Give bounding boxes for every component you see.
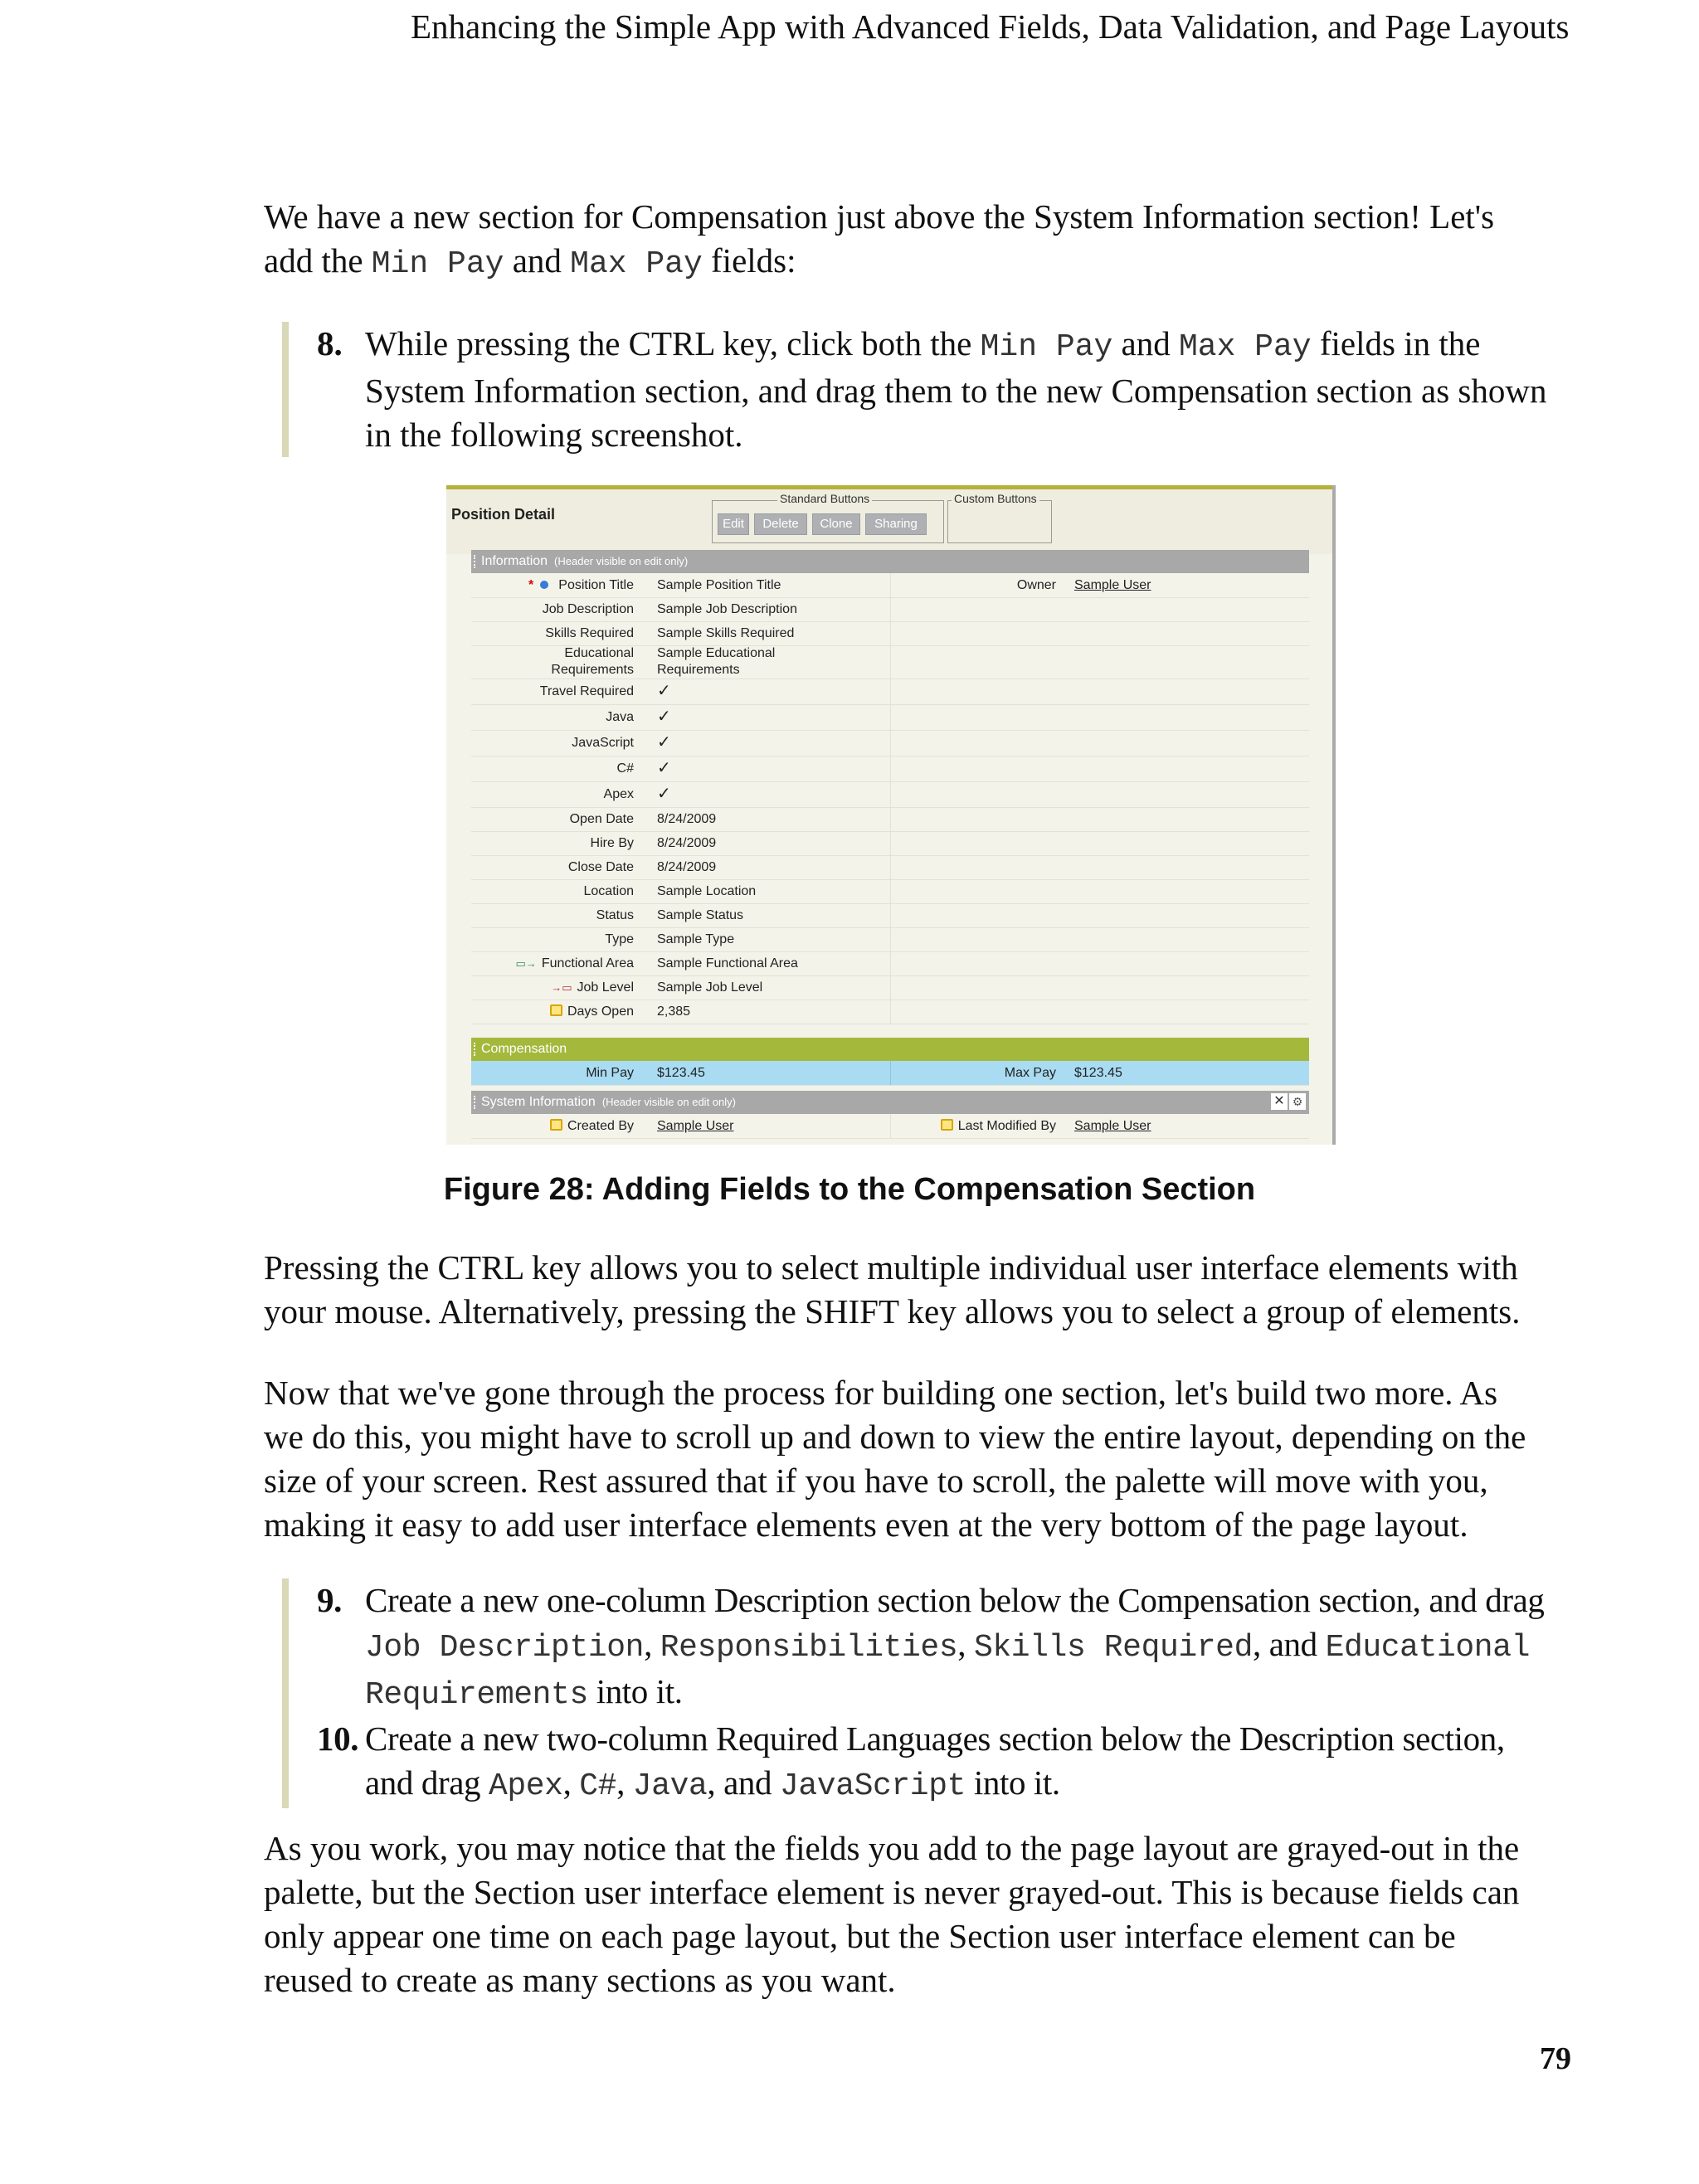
field-row[interactable]	[471, 879, 1309, 904]
field-row[interactable]	[471, 573, 1309, 598]
grayed-out-paragraph: As you work, you may notice that the fields you add to the page layout are grayed-out in the palette, but the Section user interface element is never grayed-out. This is because fields can only appear one time on each page layout, but the Section user interface element can be reused to create as many sections as you want.	[264, 1829, 1520, 1999]
build-sections-paragraph: Now that we've gone through the process for building one section, let's build two more. As we do this, you might have to scroll up and down to view the entire layout, depending on the size of your screen. Rest assured that if you have to scroll, the palette will move with you, making it easy to add user interface elements even at the very bottom of the page layout.	[264, 1374, 1526, 1544]
field-row[interactable]	[471, 679, 1309, 705]
field-value: Sample Location	[657, 884, 757, 898]
field-value: Sample Job Description	[657, 602, 797, 616]
field-label: ▭→ Functional Area	[515, 956, 634, 970]
field-label: Open Date	[569, 812, 634, 826]
lock-icon	[550, 1004, 562, 1016]
field-row[interactable]	[471, 927, 1309, 952]
field-row[interactable]	[471, 831, 1309, 856]
step-9: 9. Create a new one-column Description section below the Compensation section, and drag Job Description, Responsibilities, Skills Required, and Educational Requirements into it.	[289, 1578, 1550, 1717]
field-label: Close Date	[567, 860, 634, 874]
field-value: 8/24/2009	[657, 836, 717, 850]
lookup-relationship-icon: ▭→	[515, 957, 537, 970]
required-star-icon: *	[528, 578, 534, 592]
field-row[interactable]	[471, 807, 1309, 832]
step-10: 10. Create a new two-column Required Languages section below the Description section, and drag Apex, C#, Java, and JavaScript into it.	[289, 1717, 1550, 1808]
field-label: Educational Requirements	[551, 646, 634, 677]
step-number: 10.	[317, 1719, 359, 1758]
field-label: Apex	[603, 787, 634, 801]
ctrl-shift-paragraph: Pressing the CTRL key allows you to select multiple individual user interface elements with your mouse. Alternatively, pressing the SHIFT key allows you to select a group of elements.	[264, 1248, 1521, 1330]
field-value: Sample Skills Required	[657, 626, 795, 640]
created-by-value[interactable]: Sample User	[657, 1119, 734, 1133]
field-value: Sample Type	[657, 932, 735, 946]
field-row[interactable]	[471, 730, 1309, 756]
field-value: 2,385	[657, 1004, 691, 1019]
edit-button[interactable]: Edit	[718, 513, 749, 535]
compensation-section-header[interactable]: Compensation	[471, 1038, 1309, 1061]
field-value: Sample Job Level	[657, 980, 763, 995]
field-label: C#	[616, 761, 634, 776]
field-label: Skills Required	[545, 626, 634, 640]
field-label: Hire By	[590, 836, 634, 850]
max-pay-label: Max Pay	[1004, 1066, 1056, 1080]
lock-icon	[941, 1119, 953, 1131]
field-row[interactable]	[471, 756, 1309, 782]
checkmark-icon: ✓	[657, 759, 671, 777]
field-row[interactable]	[471, 1000, 1309, 1024]
lock-icon	[550, 1119, 562, 1131]
field-row[interactable]	[471, 855, 1309, 880]
system-info-row	[471, 1114, 1309, 1139]
step-number: 8.	[317, 324, 343, 362]
running-header: Enhancing the Simple App with Advanced Fields, Data Validation, and Page Layouts	[411, 7, 1570, 46]
min-pay-label: Min Pay	[586, 1066, 634, 1080]
field-row[interactable]	[471, 597, 1309, 622]
field-row[interactable]	[471, 781, 1309, 808]
checkmark-icon: ✓	[657, 682, 671, 700]
checkmark-icon: ✓	[657, 708, 671, 726]
field-value: 8/24/2009	[657, 860, 717, 874]
checkmark-icon: ✓	[657, 733, 671, 752]
field-row[interactable]	[471, 903, 1309, 928]
checkmark-icon: ✓	[657, 785, 671, 803]
last-modified-value[interactable]: Sample User	[1074, 1119, 1151, 1133]
clone-button[interactable]: Clone	[812, 513, 860, 535]
close-icon[interactable]: ✕	[1271, 1093, 1288, 1110]
field-row[interactable]	[471, 621, 1309, 646]
position-detail-title: Position Detail	[451, 506, 556, 523]
position-detail-screenshot	[446, 485, 1336, 1145]
standard-buttons-group: Standard Buttons Edit Delete Clone Sharing	[712, 500, 944, 543]
delete-button[interactable]: Delete	[754, 513, 807, 535]
field-value: Sample Status	[657, 908, 744, 922]
intro-paragraph: We have a new section for Compensation just above the System Information section! Let's add the Min Pay and Max Pay fields:	[264, 197, 1495, 282]
field-row[interactable]	[471, 975, 1309, 1000]
compensation-row[interactable]	[471, 1061, 1309, 1086]
page-number: 79	[1540, 2041, 1571, 2076]
lookup-relationship-icon: →▭	[551, 981, 572, 994]
field-label: →▭ Job Level	[551, 980, 634, 995]
field-label: JavaScript	[572, 736, 634, 750]
blue-dot-icon	[540, 581, 548, 589]
step-8: 8. While pressing the CTRL key, click both the Min Pay and Max Pay fields in the System Information section, and drag them to the new Compensation section as shown in the following screenshot.	[289, 322, 1550, 457]
field-label: Type	[605, 932, 634, 946]
field-label: * Position Title	[528, 578, 634, 592]
step-block-8	[282, 322, 1550, 457]
created-by-label: Created By	[550, 1114, 634, 1138]
max-pay-value: $123.45	[1074, 1066, 1122, 1080]
sharing-button[interactable]: Sharing	[865, 513, 927, 535]
owner-value[interactable]: Sample User	[1074, 578, 1151, 592]
owner-label: Owner	[1016, 578, 1056, 592]
field-value: Sample Position Title	[657, 578, 781, 592]
step-block-9-10	[282, 1578, 1550, 1808]
last-modified-label: Last Modified By	[941, 1114, 1056, 1138]
field-label: Location	[583, 884, 634, 898]
field-label: Job Description	[542, 602, 634, 616]
field-value: Sample Functional Area	[657, 956, 798, 970]
field-value: 8/24/2009	[657, 812, 717, 826]
field-label: Days Open	[550, 1000, 634, 1024]
figure-caption: Figure 28: Adding Fields to the Compensation Section	[443, 1172, 1256, 1207]
information-section-header[interactable]: Information (Header visible on edit only)	[471, 550, 1309, 573]
field-label: Status	[596, 908, 634, 922]
custom-buttons-group: Custom Buttons	[947, 500, 1052, 543]
field-value: Sample Educational Requirements	[657, 646, 776, 677]
min-pay-value: $123.45	[657, 1066, 705, 1080]
field-row[interactable]	[471, 645, 1309, 679]
field-label: Java	[606, 710, 634, 724]
field-row[interactable]	[471, 951, 1309, 976]
field-label: Travel Required	[539, 684, 634, 698]
step-number: 9.	[317, 1581, 342, 1619]
field-row[interactable]	[471, 704, 1309, 731]
wrench-icon[interactable]: ⚙	[1289, 1093, 1306, 1110]
system-information-section-header[interactable]: System Information (Header visible on edit only) ✕ ⚙	[471, 1091, 1309, 1114]
